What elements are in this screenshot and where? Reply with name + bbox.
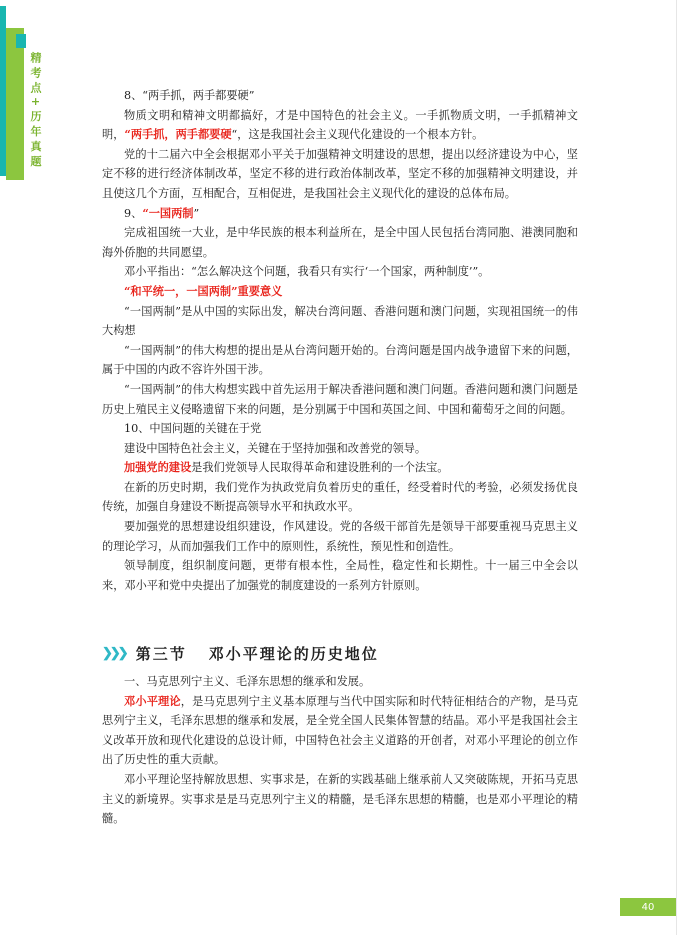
paragraph-text: 物质文明和精神文明都搞好，才是中国特色的社会主义。一手抓物质文明，一手抓精神文明，: [102, 108, 578, 142]
paragraph-octs-3: “一国两制”的伟大构想实践中首先运用于解决香港问题和澳门问题。香港问题和澳门问题是历史上殖民主义侵略遗留下来的问题，是分别属于中国和英国之间、中国和葡萄牙之间的问题。: [102, 382, 578, 416]
paragraph-new-era: 在新的历史时期，我们党作为执政党肩负着历史的重任，经受着时代的考验，必须发扬优良传统，加强自身建设不断提高领导水平和执政水平。: [102, 480, 578, 514]
section-title-text: 邓小平理论的历史地位: [208, 644, 379, 663]
heading-item-10: 10、中国问题的关键在于党: [124, 422, 262, 436]
section-heading: [102, 642, 578, 664]
side-bar-accent: [16, 34, 26, 48]
paragraph-party-key: 建设中国特色社会主义，关键在于坚持加强和改善党的领导。: [124, 441, 427, 455]
highlight-party-building: 加强党的建设: [124, 460, 192, 475]
page-number: 40: [620, 898, 676, 916]
highlight-significance: “和平统一，一国两制”重要意义: [124, 283, 283, 298]
paragraph-text-end: ，是马克思列宁主义基本原理与当代中国实际和时代特征相结合的产物，是马克思列宁主义，毛泽东思想的继承和发展，是全党全国人民集体智慧的结晶。邓小平是我国社会主义改革开放和现代化建设的总设计师，中国特色社会主义道路的开创者，对邓小平理论的创立作出了历史性的重大贡献。: [102, 694, 578, 767]
page-edge-rule: [676, 0, 677, 935]
paragraph-two-hands: [102, 106, 578, 145]
paragraph-text-end: 是我们党领导人民取得革命和建设胜利的一个法宝。: [191, 461, 449, 475]
main-text-block: [102, 86, 578, 595]
item-quote-end: ”: [193, 206, 200, 220]
highlight-deng-theory: 邓小平理论: [124, 693, 181, 708]
paragraph-deng-quote: 邓小平指出：“怎么解决这个问题，我看只有实行‘一个国家，两种制度’”。: [124, 265, 490, 279]
heading-inheritance: 一、马克思列宁主义、毛泽东思想的继承和发展。: [124, 675, 371, 688]
chevron-icon: ❯❯❯: [102, 645, 126, 661]
side-bar-green: [6, 28, 24, 180]
highlight-one-country: “一国两制: [142, 205, 194, 220]
heading-item-8: 8、“两手抓，两手都要硬”: [124, 89, 255, 102]
highlight-two-hands: “两手抓，两手都要硬: [124, 127, 232, 142]
section-text-block: [102, 672, 578, 829]
heading-item-9: [102, 204, 578, 224]
paragraph-seek-truth: 邓小平理论坚持解放思想、实事求是，在新的实践基础上继承前人又突破陈规，开拓马克思主义的新境界。实事求是是马克思列宁主义的精髓，是毛泽东思想的精髓，也是邓小平理论的精髓。: [102, 772, 578, 826]
subheading-significance: [102, 282, 578, 302]
paragraph-layout: 党的十二届六中全会根据邓小平关于加强精神文明建设的思想，提出以经济建设为中心，坚定不移的进行经济体制改革，坚定不移的进行政治体制改革，坚定不移的加强精神文明建设，并且使这几个方面，互相配合，互相促进，是我国社会主义现代化的建设的总体布局。: [102, 147, 578, 200]
paragraph-octs-1: “一国两制”是从中国的实际出发，解决台湾问题、香港问题和澳门问题，实现祖国统一的伟大构想: [102, 304, 578, 338]
section-number: 第三节: [135, 644, 187, 663]
paragraph-octs-2: “一国两制”的伟大构想的提出是从台湾问题开始的。台湾问题是国内战争遗留下来的问题，属于中国的内政不容许外国干涉。: [102, 343, 578, 377]
item-number: 9、: [124, 206, 143, 220]
paragraph-deng-theory: [102, 692, 578, 770]
paragraph-reunification: 完成祖国统一大业，是中华民族的根本利益所在，是全中国人民包括台湾同胞、港澳同胞和海外侨胞的共同愿望。: [102, 226, 578, 259]
paragraph-leadership-system: 领导制度，组织制度问题，更带有根本性，全局性，稳定性和长期性。十一届三中全会以来，邓小平和党中央提出了加强党的制度建设的一系列方针原则。: [102, 559, 578, 592]
section-title: [136, 643, 379, 664]
paragraph-text-end: “，这是我国社会主义现代化建设的一个根本方针。: [231, 128, 484, 142]
paragraph-ideology: 要加强党的思想建设组织建设，作风建设。党的各级干部首先是领导干部要重视马克思主义的理论学习，从而加强我们工作中的原则性，系统性，预见性和创造性。: [102, 520, 578, 553]
paragraph-party-building: [102, 458, 578, 478]
side-section-label: 精考点+历年真题: [29, 52, 42, 171]
